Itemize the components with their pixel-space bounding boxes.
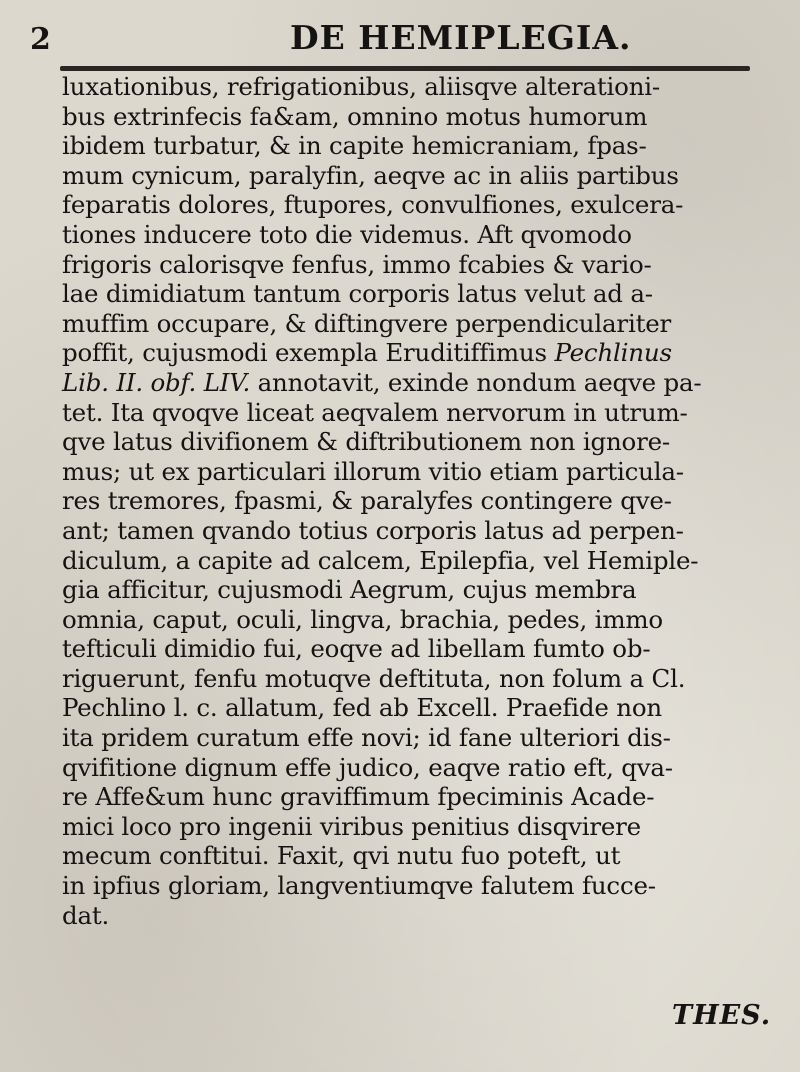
catchword: THES. <box>672 1000 772 1031</box>
text-line-content: dat. <box>62 900 110 930</box>
text-line-content: qve latus divifionem & diftributionem non ignore- <box>62 427 670 457</box>
text-line-content: qvifitione dignum effe judico, eaqve ratio eft, qva- <box>62 752 673 782</box>
text-line <box>62 368 782 398</box>
running-title: DE HEMIPLEGIA. <box>290 18 632 57</box>
text-line-content: ita pridem curatum effe novi; id fane ulteriori dis- <box>62 723 671 753</box>
text-line-content: tefticuli dimidio fui, eoqve ad libellam fumto ob- <box>62 634 651 664</box>
text-line <box>62 190 782 220</box>
text-line <box>62 516 782 546</box>
text-line <box>62 841 782 871</box>
text-line <box>62 398 782 428</box>
text-line <box>62 753 782 783</box>
text-line <box>62 250 782 280</box>
text-line <box>62 427 782 457</box>
text-line <box>62 161 782 191</box>
text-line-content: re Affe&um hunc graviffimum fpeciminis Acade- <box>62 782 655 812</box>
text-line <box>62 605 782 635</box>
text-line <box>62 723 782 753</box>
text-line-content: ant; tamen qvando totius corporis latus ad perpen- <box>62 515 684 545</box>
text-line-content: diculum, a capite ad calcem, Epilepfia, vel Hemiple- <box>62 545 699 575</box>
text-line-content: mus; ut ex particulari illorum vitio etiam particula- <box>62 456 684 486</box>
italic-reference: Pechlinus <box>554 338 672 368</box>
text-line-content: ibidem turbatur, & in capite hemicraniam, fpas- <box>62 131 647 161</box>
text-line-content: res tremores, fpasmi, & paralyfes contingere qve- <box>62 486 672 516</box>
text-line-content: tiones inducere toto die videmus. Aft qvomodo <box>62 219 632 249</box>
text-line-content: luxationibus, refrigationibus, aliisqve alterationi- <box>62 72 660 101</box>
text-line <box>62 782 782 812</box>
page-number: 2 <box>30 22 51 57</box>
text-line-content: frigoris calorisqve fenfus, immo fcabies & vario- <box>62 249 652 279</box>
text-line <box>62 901 782 931</box>
text-line-content: lae dimidiatum tantum corporis latus velut ad a- <box>62 279 653 309</box>
text-line <box>62 486 782 516</box>
text-line <box>62 72 782 102</box>
text-line <box>62 220 782 250</box>
text-line <box>62 634 782 664</box>
text-line-content: mum cynicum, paralyfin, aeqve ac in aliis partibus <box>62 160 679 190</box>
text-line-content: tet. Ita qvoqve liceat aeqvalem nervorum in utrum- <box>62 397 688 427</box>
text-line <box>62 575 782 605</box>
text-line-content: in ipfius gloriam, langventiumqve falutem fucce- <box>62 871 656 901</box>
body-text <box>62 72 782 930</box>
italic-reference: Lib. II. obf. LIV. <box>62 367 251 397</box>
text-line <box>62 693 782 723</box>
text-line-content: mecum conftitui. Faxit, qvi nutu fuo poteft, ut <box>62 841 621 871</box>
text-line <box>62 338 782 368</box>
text-line <box>62 279 782 309</box>
text-line <box>62 131 782 161</box>
text-line <box>62 546 782 576</box>
text-line-content: riguerunt, fenfu motuqve deftituta, non folum a Cl. <box>62 663 686 693</box>
text-line-content: bus extrinfecis fa&am, omnino motus humorum <box>62 101 648 131</box>
text-line <box>62 812 782 842</box>
text-line <box>62 871 782 901</box>
text-line <box>62 309 782 339</box>
text-line <box>62 102 782 132</box>
text-line-content: mici loco pro ingenii viribus penitius disqvirere <box>62 811 641 841</box>
text-line-content: muffim occupare, & diftingvere perpendiculariter <box>62 308 672 338</box>
text-line <box>62 664 782 694</box>
text-line-content: Pechlino l. c. allatum, fed ab Excell. Praefide non <box>62 693 662 723</box>
page-header <box>0 14 800 66</box>
text-line-continuation: annotavit, exinde nondum aeqve pa- <box>250 367 702 397</box>
text-line-content: gia afficitur, cujusmodi Aegrum, cujus membra <box>62 575 637 605</box>
header-rule <box>60 66 750 71</box>
text-line <box>62 457 782 487</box>
text-line-content: feparatis dolores, ftupores, convulfiones, exulcera- <box>62 190 684 220</box>
text-line-content: omnia, caput, oculi, lingva, brachia, pedes, immo <box>62 604 663 634</box>
text-line-content: poffit, cujusmodi exempla Eruditiffimus <box>62 338 555 368</box>
